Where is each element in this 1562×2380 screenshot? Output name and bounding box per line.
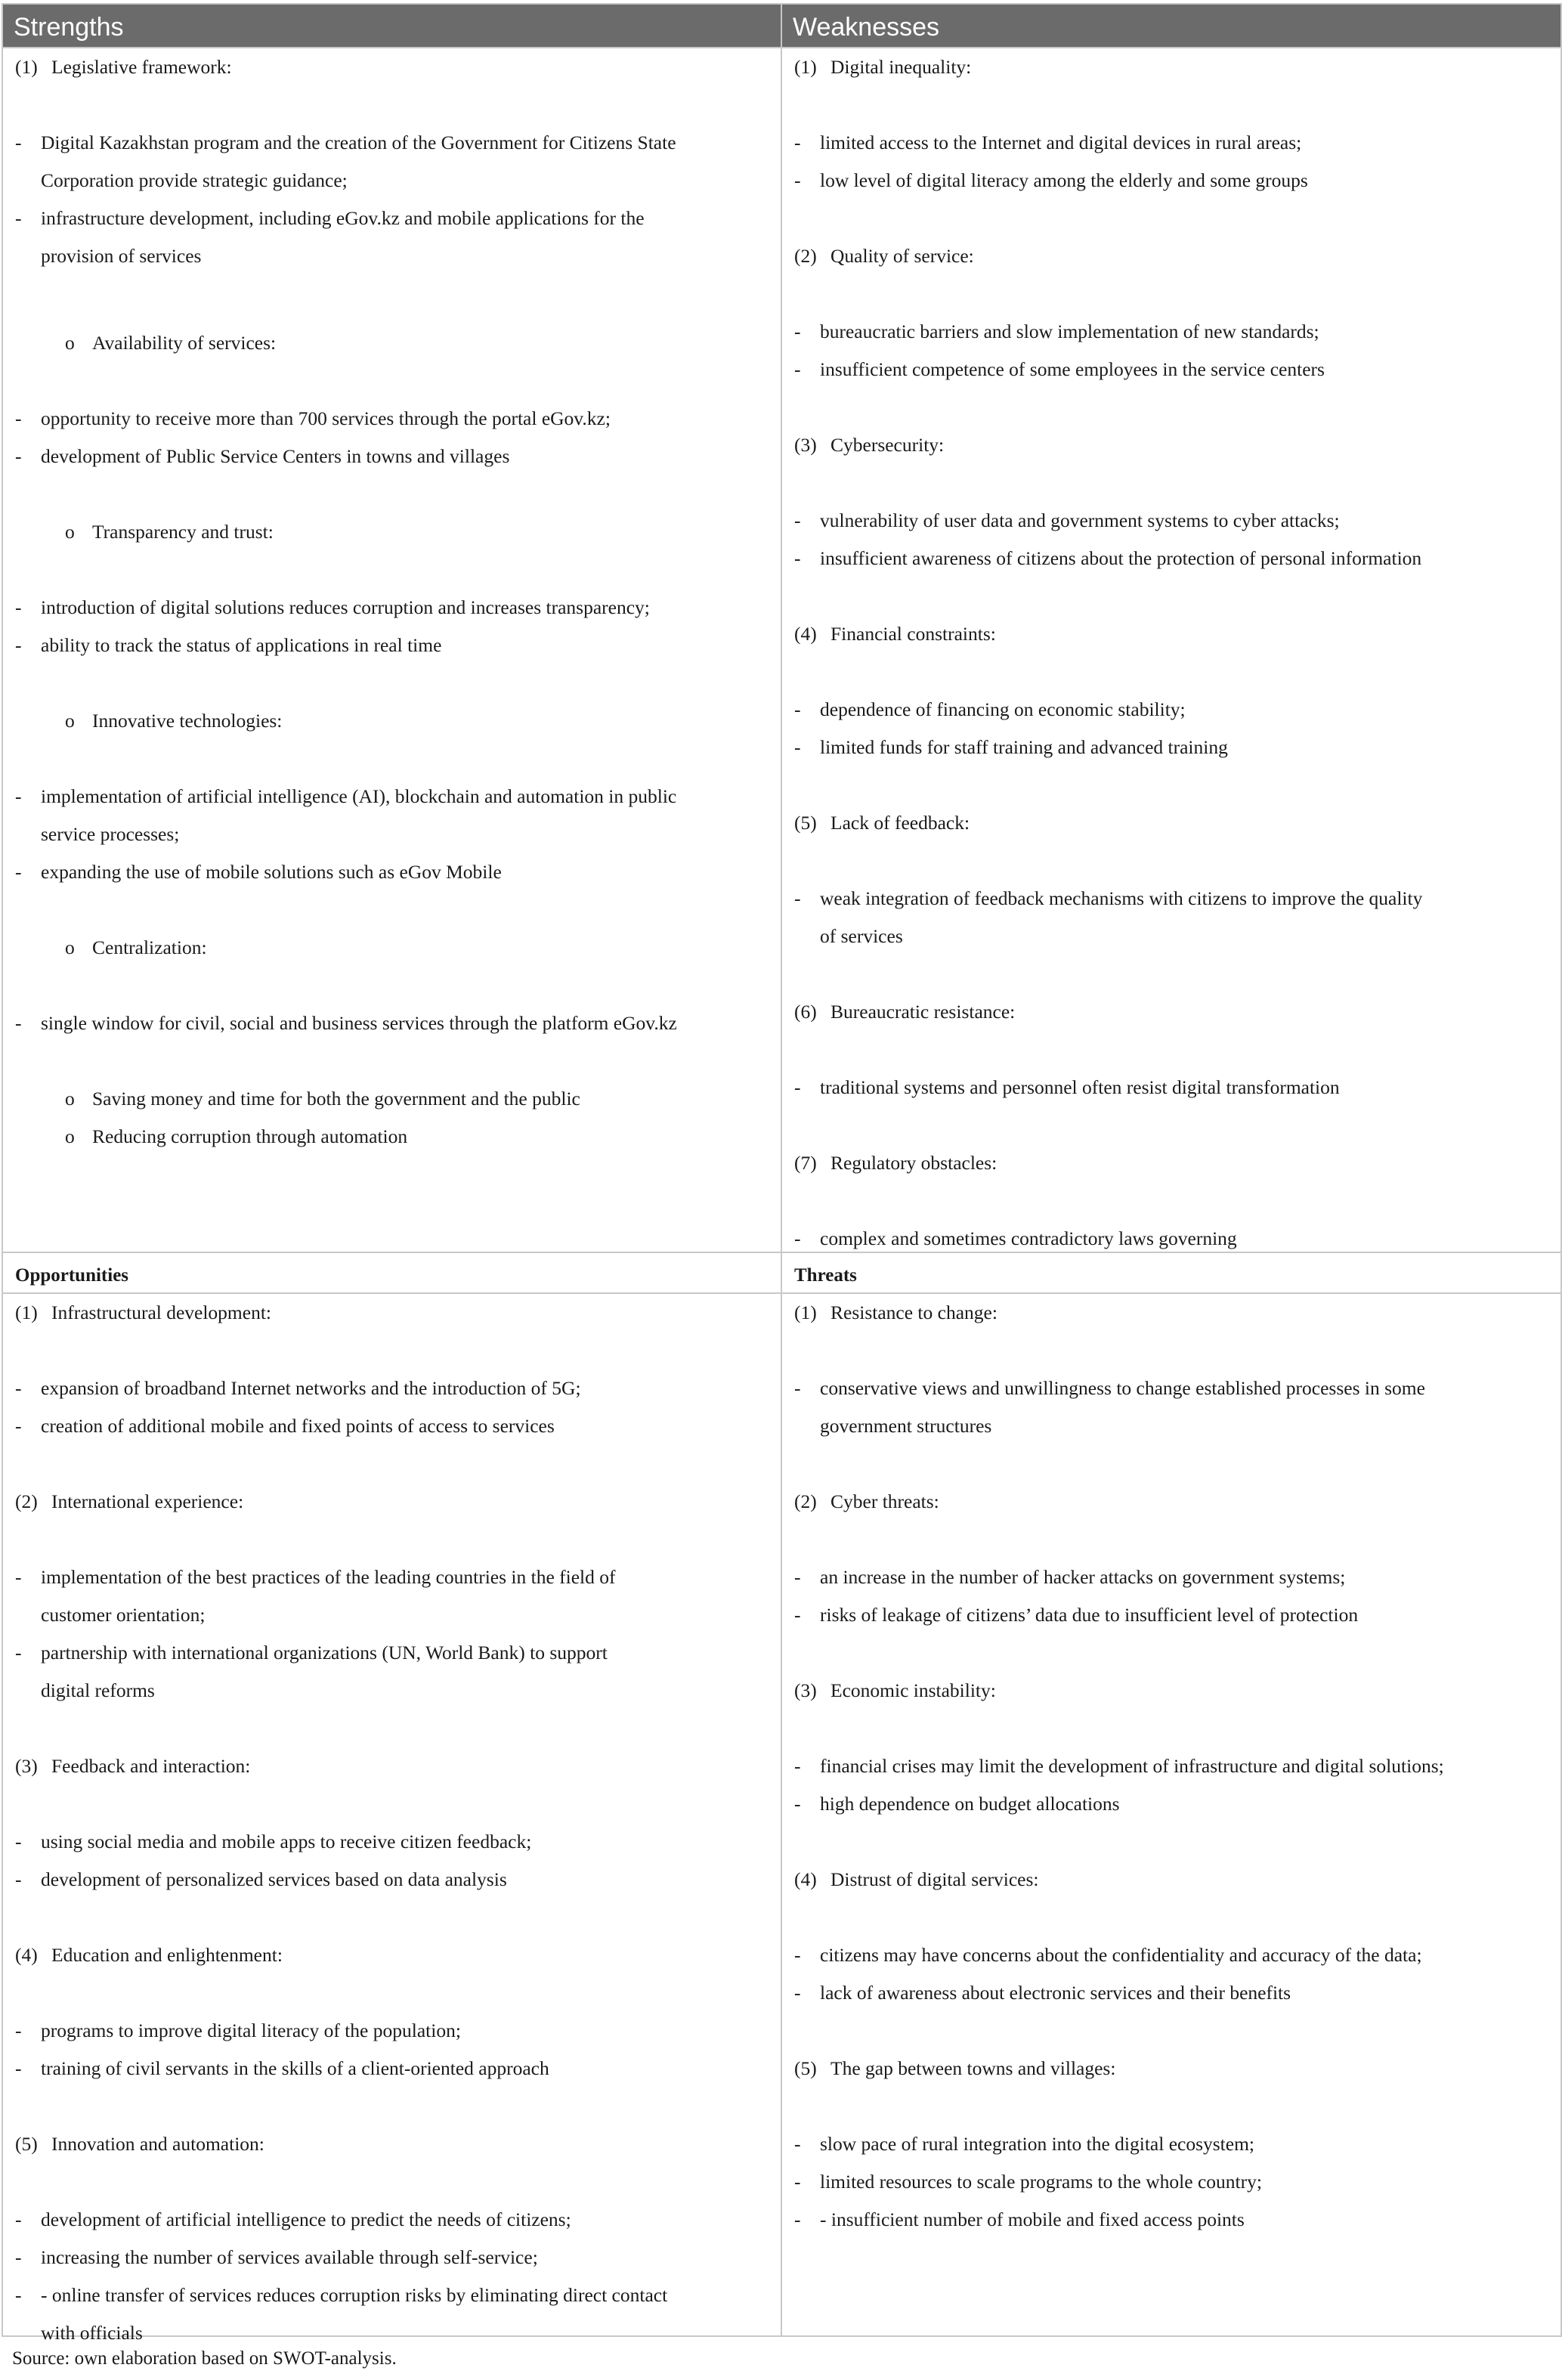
- item-text: limited funds for staff training and advanced training: [820, 736, 1228, 758]
- bullet-marker: -: [794, 1944, 801, 1966]
- section-title: Economic instability:: [830, 1679, 996, 1701]
- item-text: Centralization:: [92, 936, 207, 958]
- item-text: service processes;: [41, 823, 180, 845]
- item-text: lack of awareness about electronic services and their benefits: [820, 1982, 1291, 2004]
- section-title: Distrust of digital services:: [830, 1868, 1039, 1890]
- weaknesses-line: [794, 804, 1544, 842]
- bullet-marker: -: [794, 547, 801, 569]
- opportunities-line: [15, 1672, 764, 1710]
- weaknesses-line: [794, 691, 1544, 729]
- bullet-marker: -: [794, 1377, 801, 1399]
- sub-bullet-marker: o: [65, 1125, 75, 1147]
- section-title: Feedback and interaction:: [51, 1755, 251, 1777]
- weaknesses-line: [794, 918, 1544, 955]
- section-number: (5): [15, 2133, 38, 2155]
- bullet-marker: -: [794, 132, 801, 153]
- item-text: Reducing corruption through automation: [92, 1125, 408, 1147]
- item-text: Digital Kazakhstan program and the creation of the Government for Citizens State: [41, 132, 676, 153]
- threats-line: [794, 1294, 1544, 1332]
- opportunities-line: [15, 1407, 764, 1445]
- weaknesses-line: [794, 351, 1544, 388]
- source-note: Source: own elaboration based on SWOT-analysis.: [12, 2348, 397, 2369]
- bullet-marker: -: [794, 358, 801, 380]
- section-number: (2): [15, 1490, 38, 1512]
- section-number: (6): [794, 1001, 817, 1023]
- bullet-marker: -: [794, 698, 801, 720]
- item-text: ability to track the status of applications in real time: [41, 634, 442, 656]
- item-text: vulnerability of user data and government systems to cyber attacks;: [820, 509, 1340, 531]
- weaknesses-line: [794, 615, 1544, 653]
- threats-line: [794, 1672, 1544, 1710]
- opportunities-line: [15, 2314, 764, 2352]
- item-text: Corporation provide strategic guidance;: [41, 169, 348, 191]
- section-title: Innovation and automation:: [51, 2133, 264, 2155]
- bullet-marker: -: [15, 445, 22, 467]
- section-title: Digital inequality:: [830, 56, 972, 78]
- item-text: partnership with international organizations (UN, World Bank) to support: [41, 1642, 608, 1664]
- weaknesses-line: [794, 1220, 1544, 1258]
- section-title: Lack of feedback:: [830, 812, 970, 834]
- item-text: development of personalized services based on data analysis: [41, 1868, 507, 1890]
- threats-line: [794, 1974, 1544, 2012]
- strengths-line: [15, 400, 764, 438]
- threats-line: [794, 1558, 1544, 1596]
- sub-bullet-marker: o: [65, 710, 75, 732]
- strengths-line: [15, 1080, 764, 1118]
- strengths-line: [15, 1004, 764, 1042]
- weaknesses-line: [794, 880, 1544, 918]
- bullet-marker: -: [794, 169, 801, 191]
- opportunities-line: [15, 2012, 764, 2050]
- threats-line: [794, 1483, 1544, 1521]
- threats-line: [794, 1861, 1544, 1899]
- bullet-marker: -: [794, 1566, 801, 1588]
- bullet-marker: -: [15, 861, 22, 883]
- item-text: training of civil servants in the skills of a client-oriented approach: [41, 2057, 549, 2079]
- item-text: development of artificial intelligence to predict the needs of citizens;: [41, 2208, 571, 2230]
- strengths-line: [15, 1118, 764, 1156]
- item-text: limited access to the Internet and digital devices in rural areas;: [820, 132, 1302, 153]
- threats-line: [794, 1370, 1544, 1407]
- opportunities-line: [15, 2239, 764, 2276]
- item-text: low level of digital literacy among the elderly and some groups: [820, 169, 1308, 191]
- section-number: (4): [15, 1944, 38, 1966]
- content-row-top: [2, 48, 1561, 1252]
- strengths-line: [15, 589, 764, 627]
- bullet-marker: -: [794, 887, 801, 909]
- bullet-marker: -: [794, 1793, 801, 1815]
- sub-bullet-marker: o: [65, 332, 75, 354]
- bullet-marker: -: [15, 2284, 22, 2306]
- item-text: digital reforms: [41, 1679, 155, 1701]
- weaknesses-line: [794, 540, 1544, 577]
- bullet-marker: -: [794, 1755, 801, 1777]
- header-row-mid: [2, 1252, 1561, 1293]
- section-number: (1): [794, 56, 817, 78]
- item-text: increasing the number of services available through self-service;: [41, 2246, 538, 2268]
- opportunities-line: [15, 1596, 764, 1634]
- opportunities-line: [15, 2050, 764, 2088]
- bullet-marker: -: [794, 2208, 801, 2230]
- item-text: - online transfer of services reduces corruption risks by eliminating direct contact: [41, 2284, 668, 2306]
- bullet-marker: -: [15, 2019, 22, 2041]
- item-text: financial crises may limit the development of infrastructure and digital solutions;: [820, 1755, 1444, 1777]
- sub-bullet-marker: o: [65, 521, 75, 543]
- bullet-marker: -: [15, 407, 22, 429]
- strengths-line: [15, 200, 764, 237]
- item-text: expansion of broadband Internet networks and the introduction of 5G;: [41, 1377, 581, 1399]
- bullet-marker: -: [15, 207, 22, 229]
- bullet-marker: -: [15, 1012, 22, 1034]
- weaknesses-line: [794, 1069, 1544, 1106]
- opportunities-line: [15, 2125, 764, 2163]
- section-title: Bureaucratic resistance:: [830, 1001, 1016, 1023]
- section-title: Education and enlightenment:: [51, 1944, 283, 1966]
- item-text: of services: [820, 925, 903, 947]
- section-number: (5): [794, 812, 817, 834]
- weaknesses-cell: [781, 48, 1561, 1252]
- bullet-marker: -: [15, 1566, 22, 1588]
- item-text: risks of leakage of citizens’ data due to insufficient level of protection: [820, 1604, 1359, 1626]
- strengths-line: [15, 929, 764, 967]
- opportunities-line: [15, 2201, 764, 2239]
- item-text: insufficient competence of some employees in the service centers: [820, 358, 1325, 380]
- threats-line: [794, 2050, 1544, 2088]
- strengths-line: [15, 237, 764, 275]
- weaknesses-line: [794, 1144, 1544, 1182]
- threats-cell: [781, 1293, 1561, 2336]
- item-text: weak integration of feedback mechanisms with citizens to improve the quality: [820, 887, 1423, 909]
- opportunities-line: [15, 1861, 764, 1899]
- section-number: (4): [794, 1868, 817, 1890]
- item-text: conservative views and unwillingness to change established processes in some: [820, 1377, 1425, 1399]
- item-text: programs to improve digital literacy of the population;: [41, 2019, 461, 2041]
- opportunities-line: [15, 2276, 764, 2314]
- item-text: implementation of the best practices of the leading countries in the field of: [41, 1566, 616, 1588]
- section-title: Quality of service:: [830, 245, 974, 267]
- bullet-marker: -: [794, 1982, 801, 2004]
- threats-line: [794, 1596, 1544, 1634]
- strengths-line: [15, 513, 764, 551]
- item-text: bureaucratic barriers and slow implementation of new standards;: [820, 320, 1319, 342]
- weaknesses-line: [794, 426, 1544, 464]
- opportunities-line: [15, 1558, 764, 1596]
- opportunities-line: [15, 1483, 764, 1521]
- bullet-marker: -: [794, 320, 801, 342]
- item-text: insufficient awareness of citizens about the protection of personal information: [820, 547, 1422, 569]
- opportunities-line: [15, 1936, 764, 1974]
- opportunities-line: [15, 1294, 764, 1332]
- bullet-marker: -: [15, 634, 22, 656]
- strengths-line: [15, 48, 764, 86]
- section-title: Infrastructural development:: [51, 1301, 272, 1323]
- item-text: high dependence on budget allocations: [820, 1793, 1120, 1815]
- opportunities-header: Opportunities: [2, 1252, 781, 1293]
- header-row-top: [2, 4, 1561, 48]
- content-row-bottom: [2, 1293, 1561, 2336]
- item-text: single window for civil, social and business services through the platform eGov.kz: [41, 1012, 677, 1034]
- section-number: (3): [794, 434, 817, 456]
- item-text: dependence of financing on economic stability;: [820, 698, 1186, 720]
- threats-line: [794, 1407, 1544, 1445]
- section-title: Financial constraints:: [830, 623, 996, 645]
- sub-bullet-marker: o: [65, 936, 75, 958]
- bullet-marker: -: [794, 1076, 801, 1098]
- threats-line: [794, 2163, 1544, 2201]
- threats-header: Threats: [781, 1252, 1561, 1293]
- item-text: an increase in the number of hacker attacks on government systems;: [820, 1566, 1346, 1588]
- section-number: (1): [15, 56, 38, 78]
- strengths-line: [15, 438, 764, 475]
- threats-line: [794, 2125, 1544, 2163]
- weaknesses-line: [794, 162, 1544, 200]
- item-text: development of Public Service Centers in towns and villages: [41, 445, 510, 467]
- section-number: (3): [794, 1679, 817, 1701]
- section-title: Cyber threats:: [830, 1490, 939, 1512]
- bullet-marker: -: [15, 132, 22, 153]
- item-text: Saving money and time for both the government and the public: [92, 1088, 580, 1110]
- opportunities-line: [15, 1747, 764, 1785]
- strengths-line: [15, 627, 764, 664]
- section-title: Legislative framework:: [51, 56, 232, 78]
- weaknesses-line: [794, 993, 1544, 1031]
- opportunities-line: [15, 1823, 764, 1861]
- item-text: Transparency and trust:: [92, 521, 274, 543]
- item-text: complex and sometimes contradictory laws governing: [820, 1227, 1237, 1249]
- item-text: provision of services: [41, 245, 202, 267]
- item-text: Innovative technologies:: [92, 710, 283, 732]
- section-number: (5): [794, 2057, 817, 2079]
- weaknesses-line: [794, 48, 1544, 86]
- strengths-header: Strengths: [2, 4, 781, 48]
- section-number: (2): [794, 1490, 817, 1512]
- section-title: Resistance to change:: [830, 1301, 998, 1323]
- item-text: traditional systems and personnel often resist digital transformation: [820, 1076, 1340, 1098]
- bullet-marker: -: [15, 1415, 22, 1437]
- item-text: customer orientation;: [41, 1604, 206, 1626]
- strengths-line: [15, 702, 764, 740]
- swot-table: [2, 3, 1562, 2344]
- bullet-marker: -: [15, 785, 22, 807]
- weaknesses-line: [794, 313, 1544, 351]
- item-text: implementation of artificial intelligence (AI), blockchain and automation in public: [41, 785, 677, 807]
- sub-bullet-marker: o: [65, 1088, 75, 1110]
- opportunities-cell: [2, 1293, 781, 2344]
- bullet-marker: -: [794, 2171, 801, 2193]
- threats-line: [794, 1785, 1544, 1823]
- threats-line: [794, 2201, 1544, 2239]
- bullet-marker: -: [794, 736, 801, 758]
- item-text: using social media and mobile apps to receive citizen feedback;: [41, 1831, 532, 1852]
- weaknesses-line: [794, 237, 1544, 275]
- section-title: The gap between towns and villages:: [830, 2057, 1116, 2079]
- bullet-marker: -: [15, 2246, 22, 2268]
- section-number: (2): [794, 245, 817, 267]
- weaknesses-line: [794, 502, 1544, 540]
- bullet-marker: -: [15, 2057, 22, 2079]
- bullet-marker: -: [15, 1831, 22, 1852]
- item-text: - insufficient number of mobile and fixed access points: [820, 2208, 1245, 2230]
- bullet-marker: -: [15, 1642, 22, 1664]
- bullet-marker: -: [794, 509, 801, 531]
- opportunities-line: [15, 1634, 764, 1672]
- bullet-marker: -: [794, 2133, 801, 2155]
- weaknesses-header: Weaknesses: [781, 4, 1561, 48]
- strengths-line: [15, 853, 764, 891]
- item-text: infrastructure development, including eGov.kz and mobile applications for the: [41, 207, 645, 229]
- weaknesses-line: [794, 729, 1544, 766]
- bullet-marker: -: [15, 1868, 22, 1890]
- item-text: with officials: [41, 2322, 143, 2344]
- section-number: (3): [15, 1755, 38, 1777]
- bullet-marker: -: [15, 596, 22, 618]
- item-text: creation of additional mobile and fixed points of access to services: [41, 1415, 555, 1437]
- weaknesses-line: [794, 124, 1544, 162]
- opportunities-line: [15, 1370, 764, 1407]
- section-number: (1): [794, 1301, 817, 1323]
- section-title: Cybersecurity:: [830, 434, 945, 456]
- bullet-marker: -: [794, 1227, 801, 1249]
- item-text: limited resources to scale programs to the whole country;: [820, 2171, 1262, 2193]
- item-text: opportunity to receive more than 700 services through the portal eGov.kz;: [41, 407, 611, 429]
- section-number: (7): [794, 1152, 817, 1174]
- bullet-marker: -: [15, 2208, 22, 2230]
- section-title: Regulatory obstacles:: [830, 1152, 998, 1174]
- section-title: International experience:: [51, 1490, 244, 1512]
- item-text: slow pace of rural integration into the digital ecosystem;: [820, 2133, 1255, 2155]
- item-text: government structures: [820, 1415, 992, 1437]
- strengths-line: [15, 124, 764, 162]
- item-text: Availability of services:: [92, 332, 277, 354]
- item-text: citizens may have concerns about the confidentiality and accuracy of the data;: [820, 1944, 1422, 1966]
- item-text: introduction of digital solutions reduces corruption and increases transparency;: [41, 596, 650, 618]
- item-text: expanding the use of mobile solutions such as eGov Mobile: [41, 861, 502, 883]
- bullet-marker: -: [15, 1377, 22, 1399]
- strengths-line: [15, 816, 764, 853]
- threats-line: [794, 1747, 1544, 1785]
- strengths-line: [15, 324, 764, 362]
- strengths-cell: [2, 48, 781, 1252]
- strengths-line: [15, 162, 764, 200]
- threats-line: [794, 1936, 1544, 1974]
- bullet-marker: -: [794, 1604, 801, 1626]
- section-number: (1): [15, 1301, 38, 1323]
- section-number: (4): [794, 623, 817, 645]
- strengths-line: [15, 778, 764, 816]
